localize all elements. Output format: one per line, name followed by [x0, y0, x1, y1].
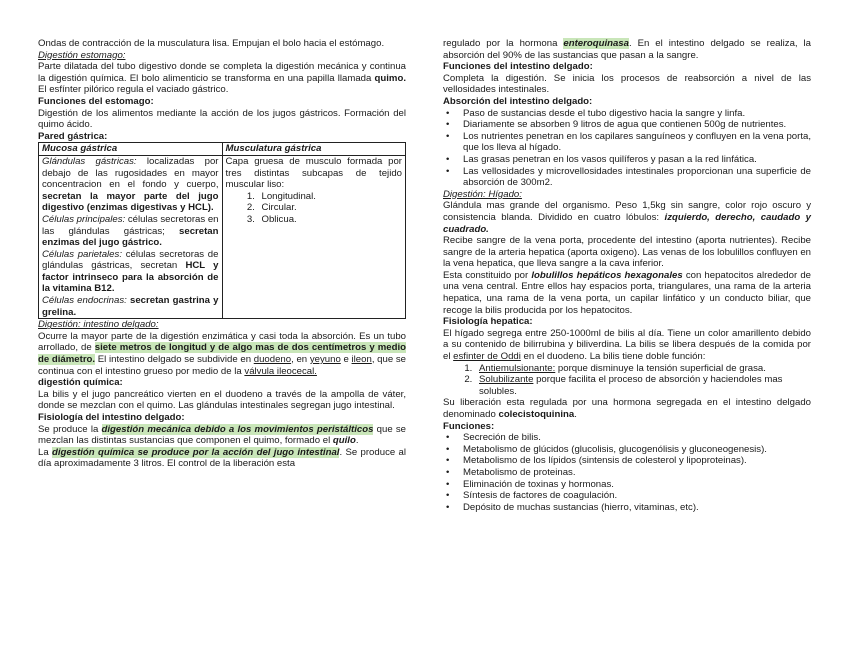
- paragraph: Recibe sangre de la vena porta, procedente del intestino (aporta nutrientes). Recibe sangre de la arteria hepatica (aporta oxigeno). Las venas de los lobulillos confluyen en la vena hepatica, que lleva sangre a la cava inferior.: [443, 235, 811, 270]
- table-header-mucosa: Mucosa gástrica: [39, 143, 223, 156]
- bilis-function-list: [443, 363, 811, 398]
- paragraph: Ondas de contracción de la musculatura lisa. Empujan el bolo hacia el estómago.: [38, 38, 385, 49]
- section-heading-intestino: Digestión: intestino delgado:: [38, 319, 159, 331]
- list-item: • Paso de sustancias desde el tubo digestivo hacia la sangre y linfa.: [463, 108, 811, 120]
- list-item: • Los nutrientes penetran en los capilares sanguíneos y confluyen en la vena porta, que los lleva al hígado.: [463, 131, 811, 154]
- absorcion-list: [443, 108, 811, 189]
- table-cell-musculatura: Capa gruesa de musculo formada por tres distintas subcapas de tejido muscular liso: 1. Longitudinal. 2. Circular. 3. Oblicua.: [222, 155, 406, 318]
- section-heading-digestion-quimica: digestión química:: [38, 377, 123, 389]
- paragraph: regulado por la hormona enteroquinasa. En el intestino delgado se realiza, la absorción del 90% de las sustancias que pasan a la sangre.: [443, 38, 812, 61]
- paragraph: Glándula mas grande del organismo. Peso 1,5kg sin sangre, color rojo oscuro y consistencia blanda. Dividido en cuatro lóbulos: izquierdo, derecho, caudado y cuadrado.: [443, 200, 811, 235]
- paragraph: La digestión química se produce por la acción del jugo intestinal. Se produce al día aproximadamente 3 litros. El control de la liberación esta: [38, 446, 406, 470]
- table-cell-mucosa: Glándulas gástricas: localizadas por debajo de las rugosidades en mayor concentracion en el fondo y cuerpo, secretan la mayor parte del jugo digestivo (enzimas digestivas y HCL). Células principales: células secretoras en las glándulas gástricas; secretan enzimas del jugo gástrico. Células parietales: células secretoras de glándulas gástricas, secretan HCL y factor intrinseco para la absorción de la vitamina B12. Células endocrinas: secretan gastrina y grelina.: [39, 155, 223, 318]
- list-item: • Secreción de bilis.: [463, 432, 811, 444]
- paragraph: El hígado segrega entre 250-1000ml de bilis al día. Tiene un color amarillento debido a su contenido de bilirrubina y biliverdina. La bilis se libera después de la comida por el esfinter de Oddi en el duodeno. La bilis tiene doble función:: [443, 327, 811, 363]
- list-item: 2. Circular.: [258, 202, 403, 214]
- right-column: [443, 38, 811, 513]
- list-item: • Eliminación de toxinas y hormonas.: [463, 479, 811, 491]
- list-item: • Síntesis de factores de coagulación.: [463, 490, 811, 502]
- list-item: • Depósito de muchas sustancias (hierro, vitaminas, etc).: [463, 502, 811, 514]
- paragraph: Completa la digestión. Se inicia los procesos de reabsorción a nivel de las vellosidades intestinales.: [443, 72, 811, 96]
- paragraph: Digestión de los alimentos mediante la acción de los jugos gástricos. Formación del quimo ácido.: [38, 107, 406, 131]
- funciones-list: [443, 432, 811, 513]
- section-heading-fisiologia-intestino: Fisiología del intestino delgado:: [38, 412, 185, 423]
- table-header-musculatura: Musculatura gástrica: [222, 143, 406, 156]
- list-item: • Las grasas penetran en los vasos quilíferos y pasan a la red linfática.: [463, 154, 811, 166]
- section-heading-pared: Pared gástrica:: [38, 130, 108, 142]
- paragraph: Parte dilatada del tubo digestivo donde se completa la digestión mecánica y continua la digestión química. El bolo alimenticio se transforma en una papilla llamada quimo. El esfínter pilórico regula el vaciado gástrico.: [38, 61, 406, 96]
- paragraph: Su liberación esta regulada por una hormona segregada en el intestino delgado denominado colecistoquinina.: [443, 397, 811, 420]
- list-item: • Diariamente se absorben 9 litros de agua que contienen 500g de nutrientes.: [463, 119, 811, 131]
- list-item: 3. Oblicua.: [258, 214, 403, 226]
- list-item: • Las vellosidades y microvellosidades intestinales proporcionan una superficie de absorción de 300m2.: [463, 166, 811, 189]
- list-item: 2. Solubilizante porque facilita el proceso de absorción y haciendoles mas solubles.: [475, 374, 811, 397]
- section-heading-funciones-intestino: Funciones del intestino delgado:: [443, 61, 593, 73]
- paragraph: La bilis y el jugo pancreático vierten en el duodeno a través de la ampolla de váter, donde se mezclan con el quimo. Las glándulas intestinales segregan jugo intestinal.: [38, 388, 406, 412]
- section-heading-estomago: Digestión estomago:: [38, 49, 126, 61]
- section-heading-higado: Digestión: Hígado:: [443, 188, 522, 200]
- list-item: 1. Longitudinal.: [258, 191, 403, 203]
- left-column: [38, 38, 406, 470]
- paragraph: Esta constituido por lobulillos hepáticos hexagonales con hepatocitos alrededor de una vena central. Entre ellos hay espacios porta, triangulares, una rama de la arteria hepatica, una rama de la vena porta, un capilar linfático y un conducto biliar, que recoge la bilis producida por los hepatocitos.: [443, 269, 811, 316]
- section-heading-fisiologia-hepatica: Fisiología hepatica:: [443, 316, 533, 328]
- list-item: 1. Antiemulsionante: porque disminuye la tensión superficial de grasa.: [475, 363, 811, 375]
- paragraph: Ocurre la mayor parte de la digestión enzimática y casi toda la absorción. Es un tubo arrollado, de siete metros de longitud y de algo mas de dos centímetros y medio de diámetro. El intestino delgado se subdivide en duodeno, en yeyuno e ileon, que se continua con el intestino grueso por medio de la válvula ileocecal.: [38, 330, 407, 377]
- section-heading-funciones: Funciones:: [443, 420, 495, 432]
- section-heading-absorcion: Absorción del intestino delgado:: [443, 95, 593, 107]
- list-item: • Metabolismo de proteinas.: [463, 467, 811, 479]
- pared-gastrica-table: [38, 142, 406, 319]
- list-item: • Metabolismo de glúcidos (glucolisis, glucogenólisis y gluconeogenesis).: [463, 444, 811, 456]
- paragraph: Se produce la digestión mecánica debido a los movimientos peristálticos que se mezclan las distintas sustancias que componen el quimo, formado el quilo.: [38, 423, 406, 447]
- list-item: • Metabolismo de los lípidos (sintensis de colesterol y lipoproteinas).: [463, 455, 811, 467]
- section-heading-funciones-estomago: Funciones del estomago:: [38, 95, 154, 107]
